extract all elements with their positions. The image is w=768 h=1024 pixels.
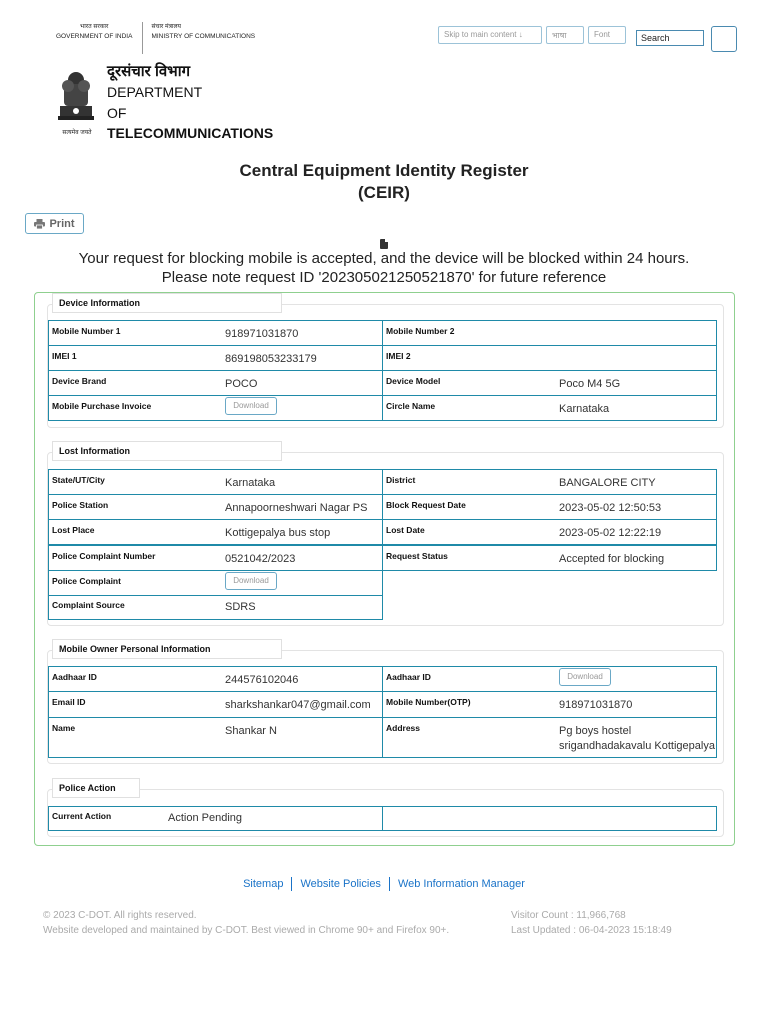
field-label: Aadhaar ID [52,672,97,682]
device-brand-row [48,370,383,396]
divider [142,22,143,54]
gov-hindi: भारत सरकार [80,24,109,30]
printer-icon [34,219,45,229]
field-label: Name [52,723,76,733]
ministry-english: MINISTRY OF COMMUNICATIONS [151,33,256,40]
field-value: 918971031870 [559,699,633,711]
field-value: sharkshankar047@gmail.com [225,699,371,711]
lost-place-row [48,519,383,545]
field-label: Aadhaar ID [386,672,431,682]
field-value: Karnataka [225,477,276,489]
field-value: Accepted for blocking [559,553,665,565]
title-line-2: (CEIR) [358,183,410,202]
field-label: IMEI 2 [386,351,411,361]
gov-english: GOVERNMENT OF INDIA [56,33,133,40]
lost-info-title: Lost Information [52,441,282,461]
device-info-title: Device Information [52,293,282,313]
district-row [382,469,717,495]
skip-label: Skip to main content [444,30,517,39]
ministry-hindi: संचार मंत्रालय [151,24,181,30]
field-value: BANGALORE CITY [559,477,656,489]
field-value: 244576102046 [225,674,299,686]
invoice-download-button[interactable]: Download [225,397,277,415]
field-value: 2023-05-02 12:22:19 [559,527,662,539]
message-line-2: Please note request ID '202305021250521870' for future reference [161,269,607,286]
field-label: Device Model [386,376,441,386]
dept-hindi: दूरसंचार विभाग [107,63,191,80]
field-label: Police Complaint Number [52,551,156,561]
imei-2-row [382,345,717,371]
sitemap-link[interactable]: Sitemap [243,877,284,890]
site-stats [511,908,672,938]
state-row [48,469,383,495]
title-line-1: Central Equipment Identity Register [239,161,529,180]
aadhaar-doc-row [382,666,717,692]
search-button[interactable] [711,26,737,52]
footer-links [0,877,768,891]
current-action-row [48,806,383,831]
field-value: POCO [225,378,258,390]
otp-mobile-row [382,691,717,718]
skip-to-main-button[interactable] [438,26,542,44]
field-label: Police Complaint [52,576,121,586]
address-line-2: srigandhadakavalu Kottigepalya [559,740,715,752]
field-value: 918971031870 [225,328,299,340]
copyright-text: © 2023 C-DOT. All rights reserved. [43,910,197,921]
field-value: Shankar N [225,725,277,737]
field-label: District [386,475,416,485]
language-button[interactable]: भाषा [546,26,584,44]
font-button[interactable]: Font [588,26,626,44]
field-value: Karnataka [559,403,610,415]
field-label: Block Request Date [386,500,466,510]
field-label: Request Status [386,551,448,561]
dept-line-2: OF [107,105,127,121]
email-row [48,691,383,718]
field-value: 2023-05-02 12:50:53 [559,502,662,514]
dept-line-1: DEPARTMENT [107,84,203,100]
field-label: Complaint Source [52,600,125,610]
field-label: IMEI 1 [52,351,77,361]
field-label: Lost Date [386,525,425,535]
message-line-1: Your request for blocking mobile is accepted, and the device will be blocked within 24 hours. [78,250,690,267]
field-value: 869198053233179 [225,353,317,365]
field-label: Current Action [52,811,112,821]
field-label: Address [386,723,421,733]
field-label: Lost Place [52,525,95,535]
owner-info-title: Mobile Owner Personal Information [52,639,282,659]
purchase-invoice-row [48,395,383,421]
last-updated: Last Updated : 06-04-2023 15:18:49 [511,925,672,936]
imei-1-row [48,345,383,371]
department-name [107,62,273,142]
field-value: Kottigepalya bus stop [225,527,331,539]
emblem-caption: सत्यमेव जयते [62,130,92,136]
ministry[interactable] [151,22,255,56]
aadhaar-download-button[interactable]: Download [559,668,611,686]
mobile-number-1-row [48,320,383,346]
dept-line-3: TELECOMMUNICATIONS [107,125,274,141]
print-label: Print [49,217,75,230]
aadhaar-id-row [48,666,383,692]
field-value: SDRS [225,601,256,613]
address-row [382,717,717,758]
website-policies-link[interactable]: Website Policies [300,877,381,890]
page-title [0,160,768,204]
complaint-number-row [48,545,383,571]
police-action-title: Police Action [52,778,140,798]
confirmation-message [0,249,768,287]
circle-name-row [382,395,717,421]
field-value: Poco M4 5G [559,378,621,390]
action-empty-cell [382,806,717,831]
print-button[interactable] [25,213,84,234]
arrow-down-icon: ↓ [518,30,523,39]
document-icon [380,239,388,249]
field-label: Mobile Number 2 [386,326,455,336]
mobile-number-2-row [382,320,717,346]
field-label: Device Brand [52,376,107,386]
accessibility-tools [438,26,737,52]
field-value: 0521042/2023 [225,553,296,565]
lost-date-row [382,519,717,545]
address-line-1: Pg boys hostel [559,725,632,737]
field-label: Email ID [52,697,86,707]
field-value: Action Pending [168,812,242,824]
police-station-row [48,494,383,520]
visitor-count: Visitor Count : 11,966,768 [511,910,626,921]
gov-header [56,22,255,56]
name-row [48,717,383,758]
field-label: Mobile Purchase Invoice [52,401,152,411]
search-input[interactable]: Search [636,30,704,46]
field-label: Police Station [52,500,109,510]
copyright [43,908,449,938]
developed-by-text: Website developed and maintained by C-DOT. Best viewed in Chrome 90+ and Firefox 90+. [43,925,450,936]
complaint-source-row [48,595,383,620]
field-label: Mobile Number(OTP) [386,697,471,707]
web-info-manager-link[interactable]: Web Information Manager [397,877,525,890]
field-value [559,724,715,754]
complaint-download-button[interactable]: Download [225,572,277,590]
gov-of-india[interactable] [56,22,142,56]
field-label: Circle Name [386,401,436,411]
block-request-date-row [382,494,717,520]
field-label: State/UT/City [52,475,105,485]
police-complaint-row [48,570,383,596]
field-label: Mobile Number 1 [52,326,121,336]
device-model-row [382,370,717,396]
request-status-row [382,545,717,571]
field-value: Annapoorneshwari Nagar PS [225,502,368,514]
